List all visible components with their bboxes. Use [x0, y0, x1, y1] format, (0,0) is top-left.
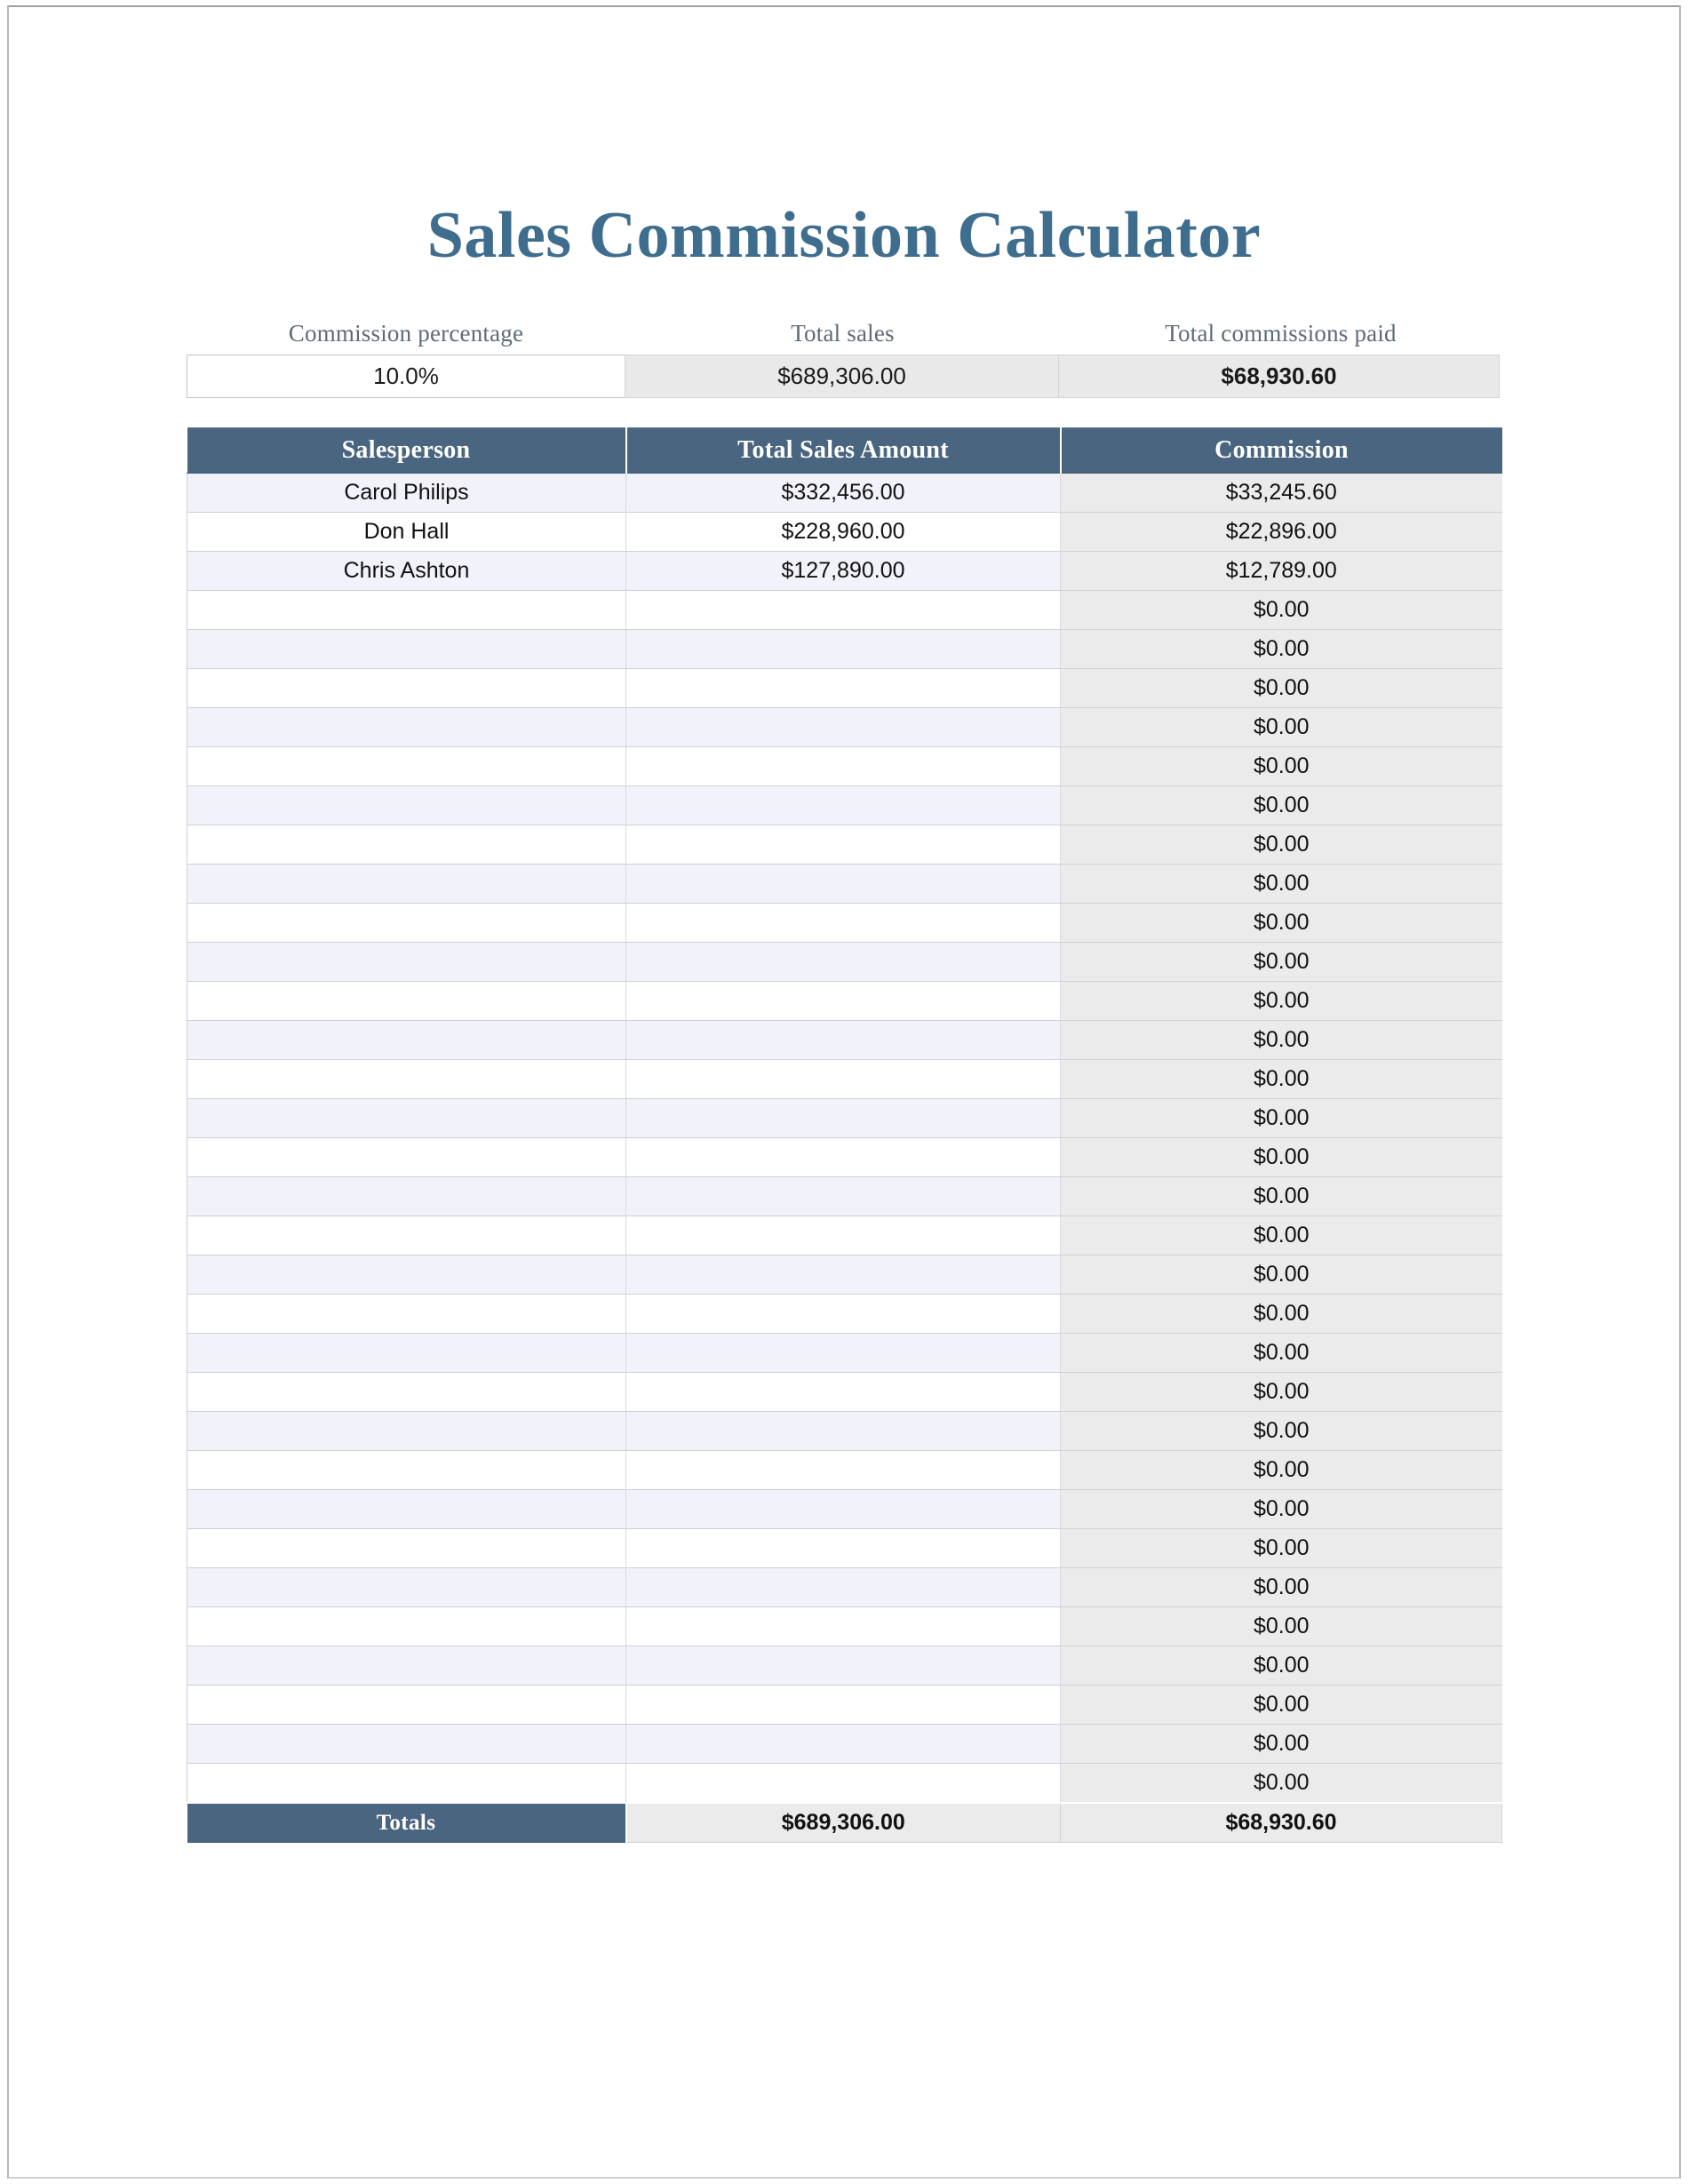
- cell-salesperson[interactable]: [187, 1021, 626, 1060]
- totals-row: [187, 1803, 1502, 1843]
- cell-commission: $0.00: [1061, 1216, 1502, 1255]
- cell-commission: $0.00: [1061, 591, 1502, 630]
- cell-salesperson[interactable]: [187, 1451, 626, 1490]
- cell-commission: $0.00: [1061, 747, 1502, 786]
- cell-commission: $0.00: [1061, 1529, 1502, 1568]
- cell-salesperson[interactable]: [187, 1529, 626, 1568]
- table-row: [187, 1686, 1502, 1725]
- cell-salesperson[interactable]: [187, 865, 626, 904]
- label-total-commissions-paid: Total commissions paid: [1165, 320, 1397, 347]
- table-row: [187, 474, 1502, 513]
- cell-total-sales-amount[interactable]: [626, 1216, 1061, 1255]
- cell-salesperson[interactable]: [187, 786, 626, 825]
- table-row: [187, 591, 1502, 630]
- cell-commission: $0.00: [1061, 708, 1502, 747]
- cell-salesperson[interactable]: [187, 825, 626, 865]
- cell-commission: $0.00: [1061, 1686, 1502, 1725]
- cell-total-sales-amount[interactable]: [626, 1138, 1061, 1177]
- cell-total-sales-amount[interactable]: [626, 747, 1061, 786]
- column-header-salesperson[interactable]: Salesperson: [187, 428, 626, 474]
- cell-total-sales-amount[interactable]: [626, 1177, 1061, 1216]
- table-row: [187, 1607, 1502, 1646]
- cell-total-sales-amount[interactable]: $332,456.00: [626, 474, 1061, 513]
- table-header: [187, 428, 1502, 474]
- cell-total-sales-amount[interactable]: [626, 1451, 1061, 1490]
- cell-total-sales-amount[interactable]: [626, 865, 1061, 904]
- cell-commission: $22,896.00: [1061, 513, 1502, 552]
- cell-salesperson[interactable]: [187, 1138, 626, 1177]
- cell-salesperson[interactable]: [187, 708, 626, 747]
- label-total-sales: Total sales: [791, 320, 895, 347]
- cell-total-sales-amount[interactable]: [626, 904, 1061, 943]
- cell-commission: $0.00: [1061, 1334, 1502, 1373]
- table-row: [187, 669, 1502, 708]
- cell-salesperson[interactable]: [187, 669, 626, 708]
- cell-total-sales-amount[interactable]: $228,960.00: [626, 513, 1061, 552]
- table-row: [187, 1764, 1502, 1804]
- cell-commission: $0.00: [1061, 865, 1502, 904]
- cell-salesperson[interactable]: [187, 1725, 626, 1764]
- cell-total-sales-amount[interactable]: [626, 943, 1061, 982]
- cell-total-sales-amount[interactable]: [626, 1725, 1061, 1764]
- cell-salesperson[interactable]: [187, 1334, 626, 1373]
- cell-salesperson[interactable]: [187, 1177, 626, 1216]
- cell-commission: $0.00: [1061, 1646, 1502, 1686]
- cell-commission: $0.00: [1061, 1607, 1502, 1646]
- cell-total-sales-amount[interactable]: [626, 1412, 1061, 1451]
- table-row: [187, 513, 1502, 552]
- cell-salesperson[interactable]: [187, 1686, 626, 1725]
- cell-salesperson[interactable]: [187, 1490, 626, 1529]
- cell-salesperson[interactable]: [187, 630, 626, 669]
- cell-commission: $33,245.60: [1061, 474, 1502, 513]
- cell-total-sales-amount[interactable]: [626, 669, 1061, 708]
- cell-commission: $0.00: [1061, 1099, 1502, 1138]
- table-row: [187, 1138, 1502, 1177]
- totals-sales-value: $689,306.00: [626, 1803, 1061, 1843]
- cell-total-sales-amount[interactable]: [626, 1646, 1061, 1686]
- cell-salesperson[interactable]: Don Hall: [187, 513, 626, 552]
- cell-commission: $0.00: [1061, 1490, 1502, 1529]
- table-row: [187, 982, 1502, 1021]
- summary-label-row: [187, 320, 1501, 355]
- table-row: [187, 1451, 1502, 1490]
- cell-salesperson[interactable]: [187, 1216, 626, 1255]
- table-row: [187, 1725, 1502, 1764]
- cell-total-sales-amount[interactable]: [626, 1529, 1061, 1568]
- table-row: [187, 1216, 1502, 1255]
- summary-value-row: [187, 355, 1501, 398]
- cell-total-sales-amount[interactable]: [626, 786, 1061, 825]
- cell-total-sales-amount[interactable]: $127,890.00: [626, 552, 1061, 591]
- cell-salesperson[interactable]: [187, 1099, 626, 1138]
- cell-commission: $0.00: [1061, 982, 1502, 1021]
- cell-total-sales-amount[interactable]: [626, 1021, 1061, 1060]
- column-header-total-sales-amount[interactable]: Total Sales Amount: [626, 428, 1061, 474]
- table-row: [187, 943, 1502, 982]
- cell-salesperson[interactable]: [187, 747, 626, 786]
- cell-commission: $0.00: [1061, 825, 1502, 865]
- totals-label: Totals: [187, 1803, 626, 1843]
- cell-total-sales-amount[interactable]: [626, 1334, 1061, 1373]
- cell-total-sales-amount[interactable]: [626, 1295, 1061, 1334]
- table-row: [187, 552, 1502, 591]
- table-row: [187, 786, 1502, 825]
- cell-salesperson[interactable]: [187, 1646, 626, 1686]
- table-row: [187, 630, 1502, 669]
- table-header-row: [187, 428, 1502, 474]
- cell-total-sales-amount[interactable]: [626, 1568, 1061, 1607]
- table-row: [187, 1412, 1502, 1451]
- table-row: [187, 825, 1502, 865]
- cell-commission: $0.00: [1061, 1451, 1502, 1490]
- cell-total-sales-amount[interactable]: [626, 825, 1061, 865]
- cell-commission: $0.00: [1061, 1021, 1502, 1060]
- commission-percentage-input[interactable]: 10.0%: [187, 355, 625, 398]
- commission-table-wrapper: [187, 398, 1501, 1843]
- page-title: Sales Commission Calculator: [426, 199, 1262, 272]
- cell-total-sales-amount[interactable]: [626, 1255, 1061, 1295]
- cell-salesperson[interactable]: [187, 1764, 626, 1804]
- table-row: [187, 1060, 1502, 1099]
- cell-total-sales-amount[interactable]: [626, 708, 1061, 747]
- cell-commission: $0.00: [1061, 1764, 1502, 1804]
- table-row: [187, 1177, 1502, 1216]
- cell-total-sales-amount[interactable]: [626, 1764, 1061, 1804]
- cell-salesperson[interactable]: Carol Philips: [187, 474, 626, 513]
- cell-commission: $0.00: [1061, 1060, 1502, 1099]
- cell-salesperson[interactable]: [187, 1255, 626, 1295]
- label-commission-percentage: Commission percentage: [288, 320, 524, 347]
- cell-total-sales-amount[interactable]: [626, 1099, 1061, 1138]
- cell-total-sales-amount[interactable]: [626, 982, 1061, 1021]
- table-row: [187, 1099, 1502, 1138]
- table-footer: [187, 1803, 1502, 1843]
- table-row: [187, 1334, 1502, 1373]
- cell-salesperson[interactable]: [187, 904, 626, 943]
- totals-commission-value: $68,930.60: [1061, 1803, 1502, 1843]
- table-row: [187, 1021, 1502, 1060]
- cell-salesperson[interactable]: [187, 591, 626, 630]
- column-header-commission[interactable]: Commission: [1061, 428, 1502, 474]
- cell-salesperson[interactable]: [187, 1060, 626, 1099]
- cell-total-sales-amount[interactable]: [626, 1490, 1061, 1529]
- cell-commission: $12,789.00: [1061, 552, 1502, 591]
- cell-commission: $0.00: [1061, 1295, 1502, 1334]
- cell-commission: $0.00: [1061, 904, 1502, 943]
- cell-salesperson[interactable]: [187, 1295, 626, 1334]
- cell-commission: $0.00: [1061, 630, 1502, 669]
- total-sales-value: $689,306.00: [625, 355, 1059, 398]
- table-row: [187, 1490, 1502, 1529]
- cell-salesperson[interactable]: [187, 943, 626, 982]
- cell-salesperson[interactable]: [187, 1412, 626, 1451]
- cell-salesperson[interactable]: [187, 1373, 626, 1412]
- cell-commission: $0.00: [1061, 1725, 1502, 1764]
- cell-salesperson[interactable]: [187, 982, 626, 1021]
- table-body: [187, 474, 1502, 1804]
- cell-commission: $0.00: [1061, 1373, 1502, 1412]
- cell-total-sales-amount[interactable]: [626, 591, 1061, 630]
- table-row: [187, 1255, 1502, 1295]
- summary-section: [187, 268, 1501, 398]
- commission-table: [187, 427, 1502, 1843]
- table-row: [187, 904, 1502, 943]
- cell-commission: $0.00: [1061, 943, 1502, 982]
- cell-commission: $0.00: [1061, 1412, 1502, 1451]
- cell-commission: $0.00: [1061, 1568, 1502, 1607]
- cell-commission: $0.00: [1061, 1255, 1502, 1295]
- cell-commission: $0.00: [1061, 786, 1502, 825]
- cell-total-sales-amount[interactable]: [626, 1607, 1061, 1646]
- cell-commission: $0.00: [1061, 1177, 1502, 1216]
- cell-total-sales-amount[interactable]: [626, 1060, 1061, 1099]
- table-row: [187, 1295, 1502, 1334]
- cell-commission: $0.00: [1061, 1138, 1502, 1177]
- table-row: [187, 1646, 1502, 1686]
- cell-total-sales-amount[interactable]: [626, 1686, 1061, 1725]
- cell-salesperson[interactable]: Chris Ashton: [187, 552, 626, 591]
- table-row: [187, 1529, 1502, 1568]
- cell-salesperson[interactable]: [187, 1607, 626, 1646]
- table-row: [187, 708, 1502, 747]
- table-row: [187, 747, 1502, 786]
- table-row: [187, 1568, 1502, 1607]
- cell-salesperson[interactable]: [187, 1568, 626, 1607]
- table-row: [187, 865, 1502, 904]
- cell-commission: $0.00: [1061, 669, 1502, 708]
- cell-total-sales-amount[interactable]: [626, 1373, 1061, 1412]
- total-commissions-paid-value: $68,930.60: [1058, 355, 1500, 398]
- table-row: [187, 1373, 1502, 1412]
- cell-total-sales-amount[interactable]: [626, 630, 1061, 669]
